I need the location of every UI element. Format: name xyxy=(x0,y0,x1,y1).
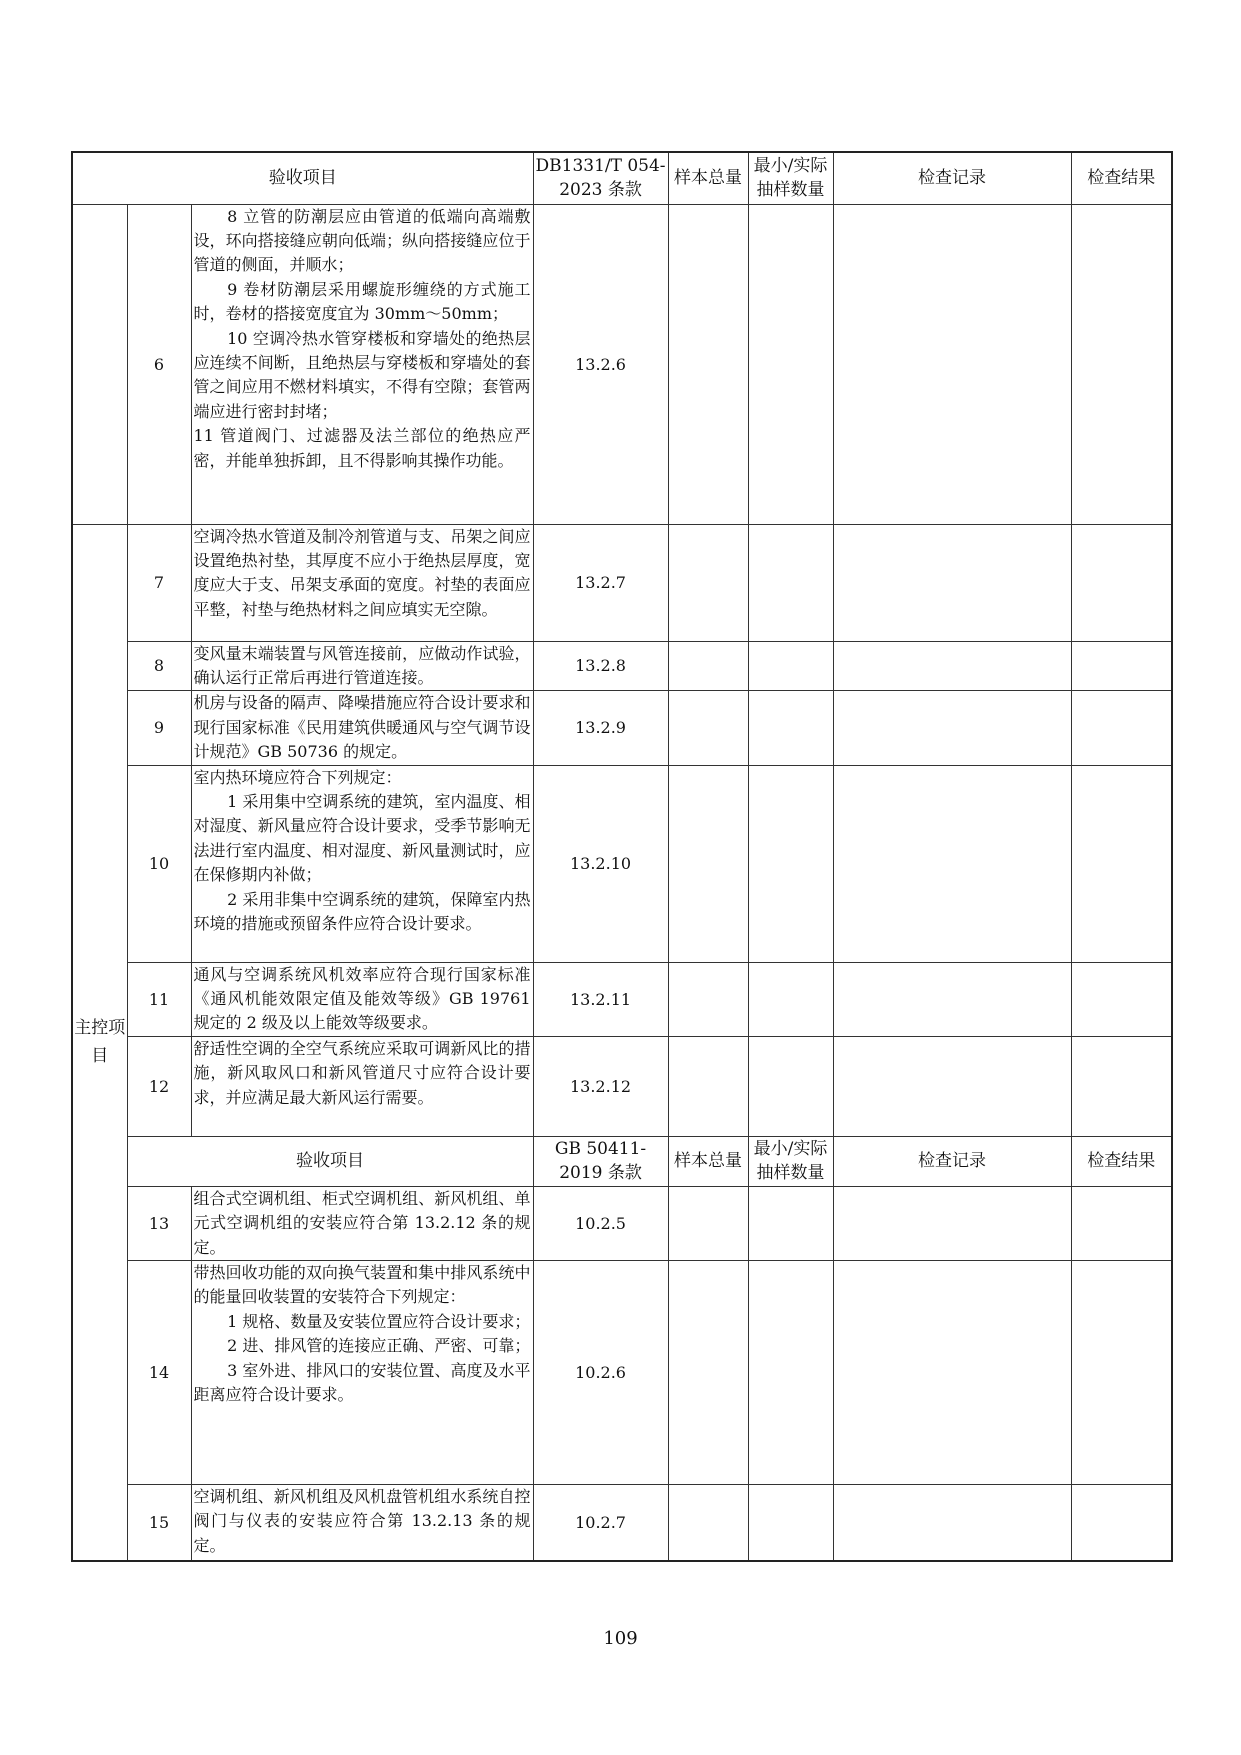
record-cell xyxy=(833,1260,1071,1484)
requirement-paragraph: 3 室外进、排风口的安装位置、高度及水平距离应符合设计要求。 xyxy=(193,1360,531,1404)
acceptance-table xyxy=(71,151,1173,1562)
header2-record: 检查记录 xyxy=(833,1136,1071,1186)
requirement-paragraph: 空调机组、新风机组及风机盘管机组水系统自控阀门与仪表的安装应符合第 13.2.13 条的规定。 xyxy=(193,1486,531,1555)
header2-total: 样本总量 xyxy=(668,1136,748,1186)
record-cell xyxy=(833,1186,1071,1260)
row-number: 8 xyxy=(127,641,191,691)
result-cell xyxy=(1071,524,1172,641)
table-row xyxy=(72,1186,1172,1260)
sample-total-cell xyxy=(668,1186,748,1260)
header-row-2 xyxy=(72,1136,1172,1186)
record-cell xyxy=(833,204,1071,524)
sample-total-cell xyxy=(668,1484,748,1561)
sample-count-cell xyxy=(748,204,833,524)
requirement-text xyxy=(191,691,533,765)
requirement-text xyxy=(191,204,533,524)
requirement-text xyxy=(191,1260,533,1484)
requirement-paragraph: 带热回收功能的双向换气装置和集中排风系统中的能量回收装置的安装符合下列规定： xyxy=(193,1262,531,1307)
sample-count-cell xyxy=(748,765,833,962)
requirement-paragraph: 空调冷热水管道及制冷剂管道与支、吊架之间应设置绝热衬垫，其厚度不应小于绝热层厚度，宽度应大于支、吊架支承面的宽度。衬垫的表面应平整，衬垫与绝热材料之间应填实无空隙。 xyxy=(193,526,531,619)
table-row xyxy=(72,1484,1172,1561)
page-number: 109 xyxy=(603,1628,638,1649)
sample-total-cell xyxy=(668,1036,748,1136)
table-row xyxy=(72,1036,1172,1136)
clause-ref: 13.2.8 xyxy=(533,641,668,691)
header2-std: GB 50411-2019 条款 xyxy=(533,1136,668,1186)
result-cell xyxy=(1071,1484,1172,1561)
category-cell-empty xyxy=(72,204,127,524)
header2-item: 验收项目 xyxy=(127,1136,533,1186)
requirement-paragraph: 11 管道阀门、过滤器及法兰部位的绝热应严密，并能单独拆卸，且不得影响其操作功能。 xyxy=(193,426,531,470)
sample-count-cell xyxy=(748,1260,833,1484)
result-cell xyxy=(1071,691,1172,765)
requirement-text xyxy=(191,524,533,641)
requirement-text xyxy=(191,1186,533,1260)
result-cell xyxy=(1071,1036,1172,1136)
requirement-text xyxy=(191,1036,533,1136)
table-row xyxy=(72,204,1172,524)
requirement-text xyxy=(191,962,533,1036)
sample-count-cell xyxy=(748,1484,833,1561)
sample-total-cell xyxy=(668,524,748,641)
table-row xyxy=(72,524,1172,641)
record-cell xyxy=(833,962,1071,1036)
table-row xyxy=(72,765,1172,962)
row-number: 6 xyxy=(127,204,191,524)
requirement-paragraph: 8 立管的防潮层应由管道的低端向高端敷设，环向搭接缝应朝向低端；纵向搭接缝应位于管道的侧面，并顺水； xyxy=(193,206,531,275)
record-cell xyxy=(833,691,1071,765)
requirement-paragraph: 2 进、排风管的连接应正确、严密、可靠； xyxy=(227,1336,531,1356)
requirement-paragraph: 机房与设备的隔声、降噪措施应符合设计要求和现行国家标准《民用建筑供暖通风与空气调节设计规范》GB 50736 的规定。 xyxy=(193,693,531,762)
requirement-paragraph: 室内热环境应符合下列规定： xyxy=(193,767,402,787)
sample-count-cell xyxy=(748,641,833,691)
clause-ref: 10.2.7 xyxy=(533,1484,668,1561)
header-total: 样本总量 xyxy=(668,152,748,204)
requirement-paragraph: 1 采用集中空调系统的建筑，室内温度、相对湿度、新风量应符合设计要求，受季节影响无法进行室内温度、相对湿度、新风量测试时，应在保修期内补做； xyxy=(193,791,531,885)
sample-count-cell xyxy=(748,1186,833,1260)
sample-count-cell xyxy=(748,524,833,641)
record-cell xyxy=(833,641,1071,691)
requirement-text xyxy=(191,765,533,962)
header-result: 检查结果 xyxy=(1071,152,1172,204)
row-number: 13 xyxy=(127,1186,191,1260)
requirement-paragraph: 舒适性空调的全空气系统应采取可调新风比的措施，新风取风口和新风管道尺寸应符合设计要求，并应满足最大新风运行需要。 xyxy=(193,1038,531,1107)
header-std: DB1331/T 054-2023 条款 xyxy=(533,152,668,204)
record-cell xyxy=(833,1036,1071,1136)
result-cell xyxy=(1071,962,1172,1036)
row-number: 11 xyxy=(127,962,191,1036)
header-item: 验收项目 xyxy=(72,152,533,204)
row-number: 14 xyxy=(127,1260,191,1484)
requirement-paragraph: 变风量末端装置与风管连接前，应做动作试验，确认运行正常后再进行管道连接。 xyxy=(193,643,531,687)
table-row xyxy=(72,1260,1172,1484)
sample-total-cell xyxy=(668,641,748,691)
clause-ref: 13.2.7 xyxy=(533,524,668,641)
result-cell xyxy=(1071,641,1172,691)
sample-total-cell xyxy=(668,691,748,765)
result-cell xyxy=(1071,1260,1172,1484)
table-row xyxy=(72,962,1172,1036)
result-cell xyxy=(1071,1186,1172,1260)
sample-total-cell xyxy=(668,765,748,962)
row-number: 12 xyxy=(127,1036,191,1136)
header-sample: 最小/实际抽样数量 xyxy=(748,152,833,204)
header-row xyxy=(72,152,1172,204)
clause-ref: 13.2.9 xyxy=(533,691,668,765)
clause-ref: 10.2.5 xyxy=(533,1186,668,1260)
requirement-paragraph: 1 规格、数量及安装位置应符合设计要求； xyxy=(227,1311,531,1331)
record-cell xyxy=(833,765,1071,962)
record-cell xyxy=(833,524,1071,641)
clause-ref: 10.2.6 xyxy=(533,1260,668,1484)
row-number: 9 xyxy=(127,691,191,765)
clause-ref: 13.2.6 xyxy=(533,204,668,524)
requirement-paragraph: 2 采用非集中空调系统的建筑，保障室内热环境的措施或预留条件应符合设计要求。 xyxy=(193,889,531,933)
result-cell xyxy=(1071,204,1172,524)
header2-result: 检查结果 xyxy=(1071,1136,1172,1186)
table-row xyxy=(72,691,1172,765)
result-cell xyxy=(1071,765,1172,962)
header2-sample: 最小/实际抽样数量 xyxy=(748,1136,833,1186)
clause-ref: 13.2.12 xyxy=(533,1036,668,1136)
sample-count-cell xyxy=(748,691,833,765)
table-body xyxy=(72,152,1172,1561)
clause-ref: 13.2.10 xyxy=(533,765,668,962)
category-label: 主控项目 xyxy=(72,524,127,1561)
row-number: 10 xyxy=(127,765,191,962)
requirement-paragraph: 10 空调冷热水管穿楼板和穿墙处的绝热层应连续不间断，且绝热层与穿楼板和穿墙处的套管之间应用不燃材料填实，不得有空隙；套管两端应进行密封封堵； xyxy=(193,328,531,421)
requirement-paragraph: 通风与空调系统风机效率应符合现行国家标准《通风机能效限定值及能效等级》GB 19761 规定的 2 级及以上能效等级要求。 xyxy=(193,964,531,1033)
requirement-paragraph: 9 卷材防潮层采用螺旋形缠绕的方式施工时，卷材的搭接宽度宜为 30mm～50mm； xyxy=(193,279,531,324)
requirement-paragraph: 组合式空调机组、柜式空调机组、新风机组、单元式空调机组的安装应符合第 13.2.12 条的规定。 xyxy=(193,1188,531,1257)
sample-count-cell xyxy=(748,1036,833,1136)
clause-ref: 13.2.11 xyxy=(533,962,668,1036)
sample-total-cell xyxy=(668,962,748,1036)
requirement-text xyxy=(191,641,533,691)
table-row xyxy=(72,641,1172,691)
sample-count-cell xyxy=(748,962,833,1036)
sample-total-cell xyxy=(668,1260,748,1484)
record-cell xyxy=(833,1484,1071,1561)
row-number: 15 xyxy=(127,1484,191,1561)
row-number: 7 xyxy=(127,524,191,641)
requirement-text xyxy=(191,1484,533,1561)
header-record: 检查记录 xyxy=(833,152,1071,204)
sample-total-cell xyxy=(668,204,748,524)
